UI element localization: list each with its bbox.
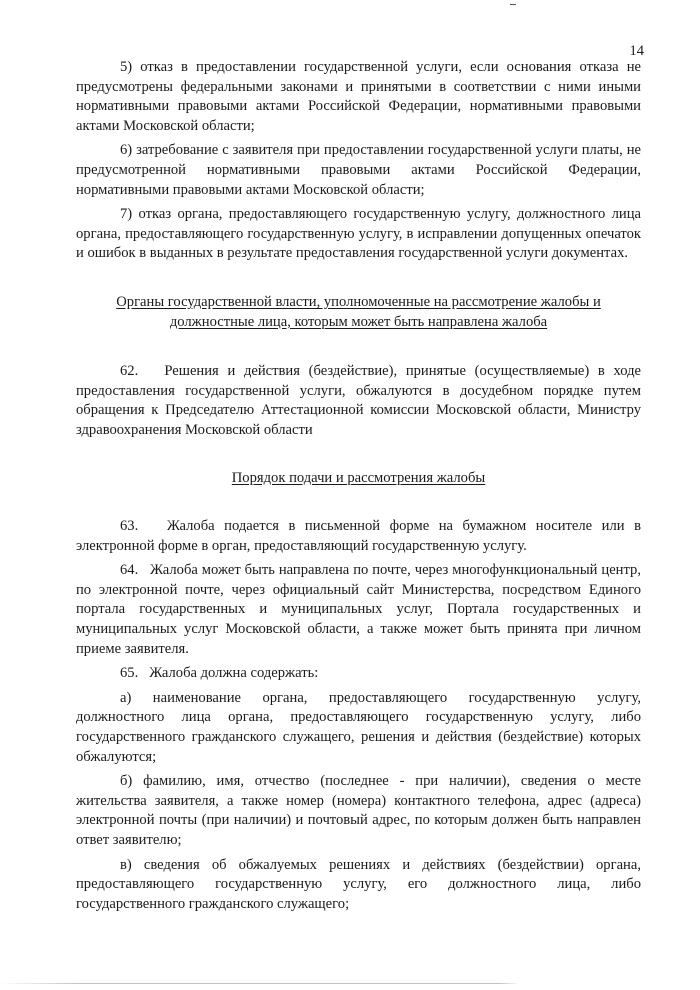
list-item-7: 7) отказ органа, предоставляющего государственную услугу, должностного лица органа, предоставляющего государственную услугу, в исправлении допущенных опечаток и ошибок в выданных в результате предоставления государственной услуги документах. bbox=[76, 206, 641, 262]
paragraph-64: 64. Жалоба может быть направлена по почте, через многофункциональный центр, по электронной почте, через официальный сайт Министерства, посредством Единого портала государственных и муниципальных услуг, Портала государственных и муниципальных услуг Московской области, а также может быть принята при личном приеме заявителя. bbox=[76, 562, 641, 657]
list-item-6: 6) затребование с заявителя при предоставлении государственной услуги платы, не предусмотренной нормативными правовыми актами Российской Федерации, нормативными правовыми актами Московской области; bbox=[76, 142, 641, 198]
paragraph-62: 62. Решения и действия (бездействие), принятые (осуществляемые) в ходе предоставления государственной услуги, обжалуются в досудебном порядке путем обращения к Председателю Аттестационной комиссии Московской области, Министру здравоохранения Московской области bbox=[76, 363, 641, 438]
scan-mark bbox=[510, 4, 516, 5]
document-body bbox=[76, 58, 641, 914]
page-number: 14 bbox=[629, 43, 644, 59]
list-item-5: 5) отказ в предоставлении государственной услуги, если основания отказа не предусмотрены федеральными законами и принятыми в соответствии с ними иными нормативными правовыми актами Российской Федерации, нормативными правовыми актами Московской области; bbox=[76, 59, 641, 134]
scan-footer-line bbox=[0, 983, 700, 984]
paragraph-65: 65. Жалоба должна содержать: bbox=[120, 665, 319, 682]
section-heading-authorities: Органы государственной власти, уполномоченные на рассмотрение жалобы и должностные лица, которым может быть направлена жалоба bbox=[116, 293, 601, 330]
section-heading-procedure: Порядок подачи и рассмотрения жалобы bbox=[231, 469, 486, 486]
list-item-c: в) сведения об обжалуемых решениях и действиях (бездействии) органа, предоставляющего государственную услугу, его должностного лица, либо государственного гражданского служащего; bbox=[76, 856, 641, 912]
list-item-b: б) фамилию, имя, отчество (последнее - при наличии), сведения о месте жительства заявителя, а также номер (номера) контактного телефона, адрес (адреса) электронной почты (при наличии) и почтовый адрес, по которым должен быть направлен ответ заявителю; bbox=[76, 773, 641, 848]
list-item-a: а) наименование органа, предоставляющего государственную услугу, должностного лица органа, предоставляющего государственную услугу, либо государственного гражданского служащего, решения и действия (бездействие) которых обжалуются; bbox=[76, 689, 641, 765]
paragraph-63: 63. Жалоба подается в письменной форме на бумажном носителе или в электронной форме в орган, предоставляющий государственную услугу. bbox=[76, 518, 641, 554]
